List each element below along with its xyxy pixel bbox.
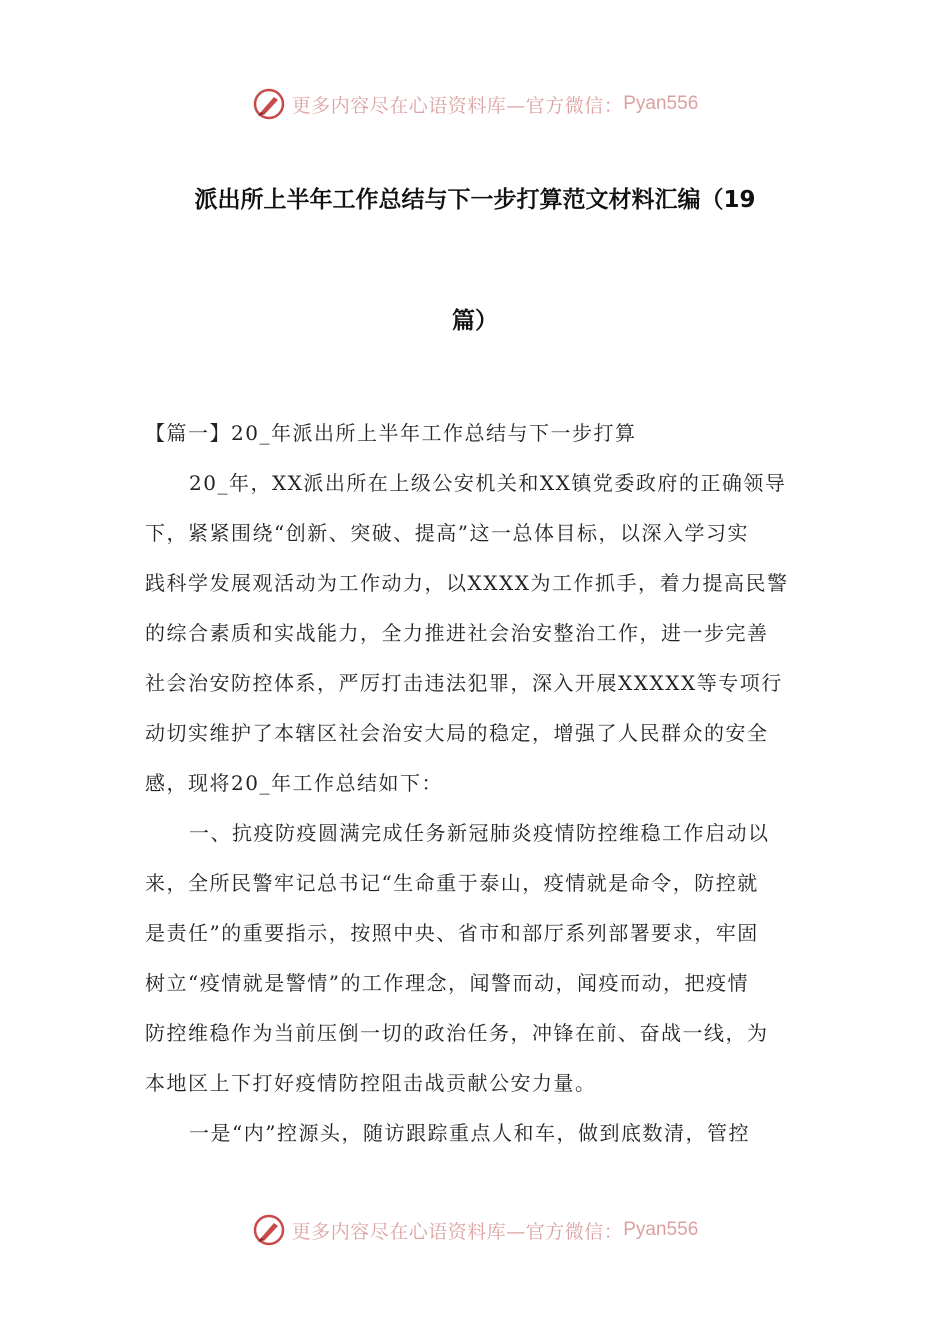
paragraph-line: 防控维稳作为当前压倒一切的政治任务，冲锋在前、奋战一线，为 xyxy=(145,1021,769,1045)
paragraph-line: 来，全所民警牢记总书记“生命重于泰山，疫情就是命令，防控就 xyxy=(145,871,759,895)
paragraph-line: 20_年，XX派出所在上级公安机关和XX镇党委政府的正确领导 xyxy=(189,471,787,495)
paragraph-line: 一、抗疫防疫圆满完成任务新冠肺炎疫情防控维稳工作启动以 xyxy=(189,821,770,845)
paragraph-line: 动切实维护了本辖区社会治安大局的稳定，增强了人民群众的安全 xyxy=(145,721,769,745)
document-body xyxy=(145,416,805,1166)
paragraph-line: 下，紧紧围绕“创新、突破、提高”这一总体目标，以深入学习实 xyxy=(145,521,749,545)
document-title-line-1: 派出所上半年工作总结与下一步打算范文材料汇编（19 xyxy=(194,187,756,213)
paragraph-line: 感，现将20_年工作总结如下： xyxy=(145,771,443,795)
paragraph-line: 一是“内”控源头，随访跟踪重点人和车，做到底数清，管控 xyxy=(189,1121,750,1145)
watermark-wechat-id: Pyan556 xyxy=(623,1219,699,1240)
pen-logo-icon xyxy=(252,87,286,121)
document-title-line-2: 篇） xyxy=(452,308,498,334)
paragraph-line: 的综合素质和实战能力，全力推进社会治安整治工作，进一步完善 xyxy=(145,621,769,645)
watermark-text: 更多内容尽在心语资料库—官方微信： xyxy=(291,94,624,117)
paragraph-line: 社会治安防控体系，严厉打击违法犯罪，深入开展XXXXX等专项行 xyxy=(145,671,783,695)
watermark-text: 更多内容尽在心语资料库—官方微信： xyxy=(291,1220,624,1243)
paragraph-line: 本地区上下打好疫情防控阻击战贡献公安力量。 xyxy=(145,1071,597,1095)
footer-watermark xyxy=(0,1210,950,1250)
paragraph-line: 树立“疫情就是警情”的工作理念，闻警而动，闻疫而动，把疫情 xyxy=(145,971,749,995)
paragraph-line: 践科学发展观活动为工作动力，以XXXX为工作抓手，着力提高民警 xyxy=(145,571,789,595)
pen-logo-icon xyxy=(252,1213,286,1247)
watermark-wechat-id: Pyan556 xyxy=(623,93,699,114)
paragraph-line: 是责任”的重要指示，按照中央、省市和部厅系列部署要求，牢固 xyxy=(145,921,759,945)
section-heading: 【篇一】20_年派出所上半年工作总结与下一步打算 xyxy=(145,421,637,445)
header-watermark xyxy=(0,84,950,124)
